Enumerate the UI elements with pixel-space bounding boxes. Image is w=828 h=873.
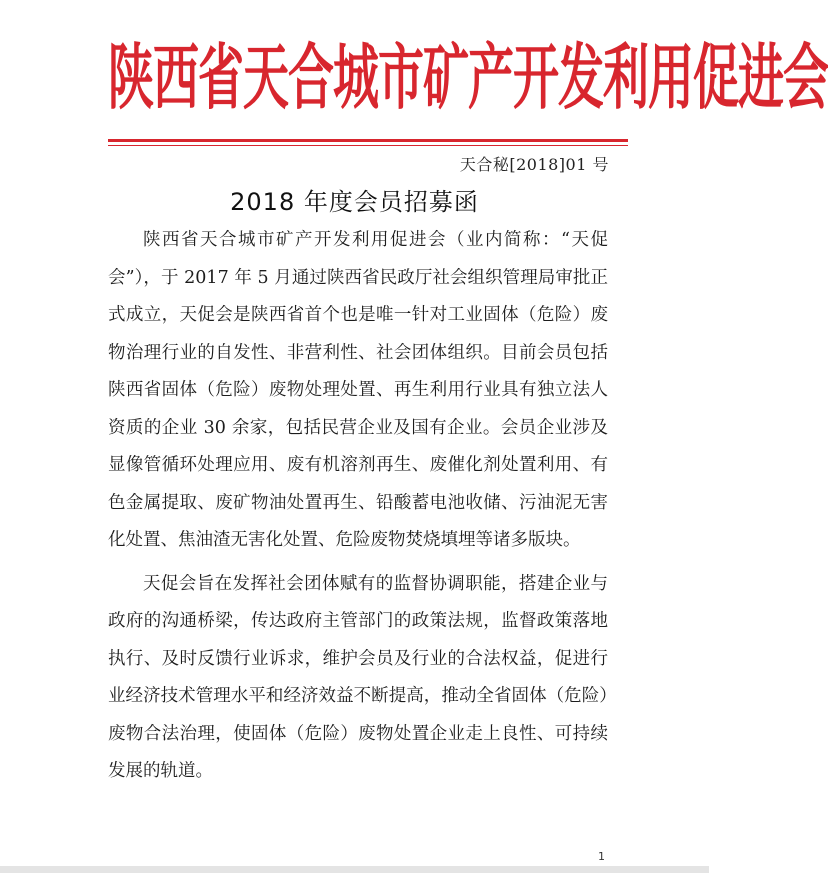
scan-edge-strip	[0, 866, 709, 873]
document-title: 2018 年度会员招募函	[230, 188, 479, 216]
document-body	[108, 222, 608, 797]
page-number: 1	[598, 850, 605, 863]
document-number: 天合秘[2018]01 号	[459, 155, 609, 174]
body-paragraph-1: 陕西省天合城市矿产开发利用促进会（业内简称：“天促会”），于 2017 年 5 月通过陕西省民政厅社会组织管理局审批正式成立，天促会是陕西省首个也是唯一针对工业固体（危险）废物治理行业的自发性、非营利性、社会团体组织。目前会员包括陕西省固体（危险）废物处理处置、再生利用行业具有独立法人资质的企业 30 余家，包括民营企业及国有企业。会员企业涉及显像管循环处理应用、废有机溶剂再生、废催化剂处置利用、有色金属提取、废矿物油处置再生、铅酸蓄电池收储、污油泥无害化处置、焦油渣无害化处置、危险废物焚烧填埋等诸多版块。	[108, 230, 608, 550]
masthead-rule-thin	[108, 145, 628, 146]
organization-masthead: 陕西省天合城市矿产开发利用促进会	[108, 35, 828, 119]
masthead-rule-thick	[108, 139, 628, 142]
body-paragraph-2: 天促会旨在发挥社会团体赋有的监督协调职能，搭建企业与政府的沟通桥梁，传达政府主管部门的政策法规，监督政策落地执行、及时反馈行业诉求，维护会员及行业的合法权益，促进行业经济技术管理水平和经济效益不断提高，推动全省固体（危险）废物合法治理，使固体（危险）废物处置企业走上良性、可持续发展的轨道。	[108, 573, 608, 781]
